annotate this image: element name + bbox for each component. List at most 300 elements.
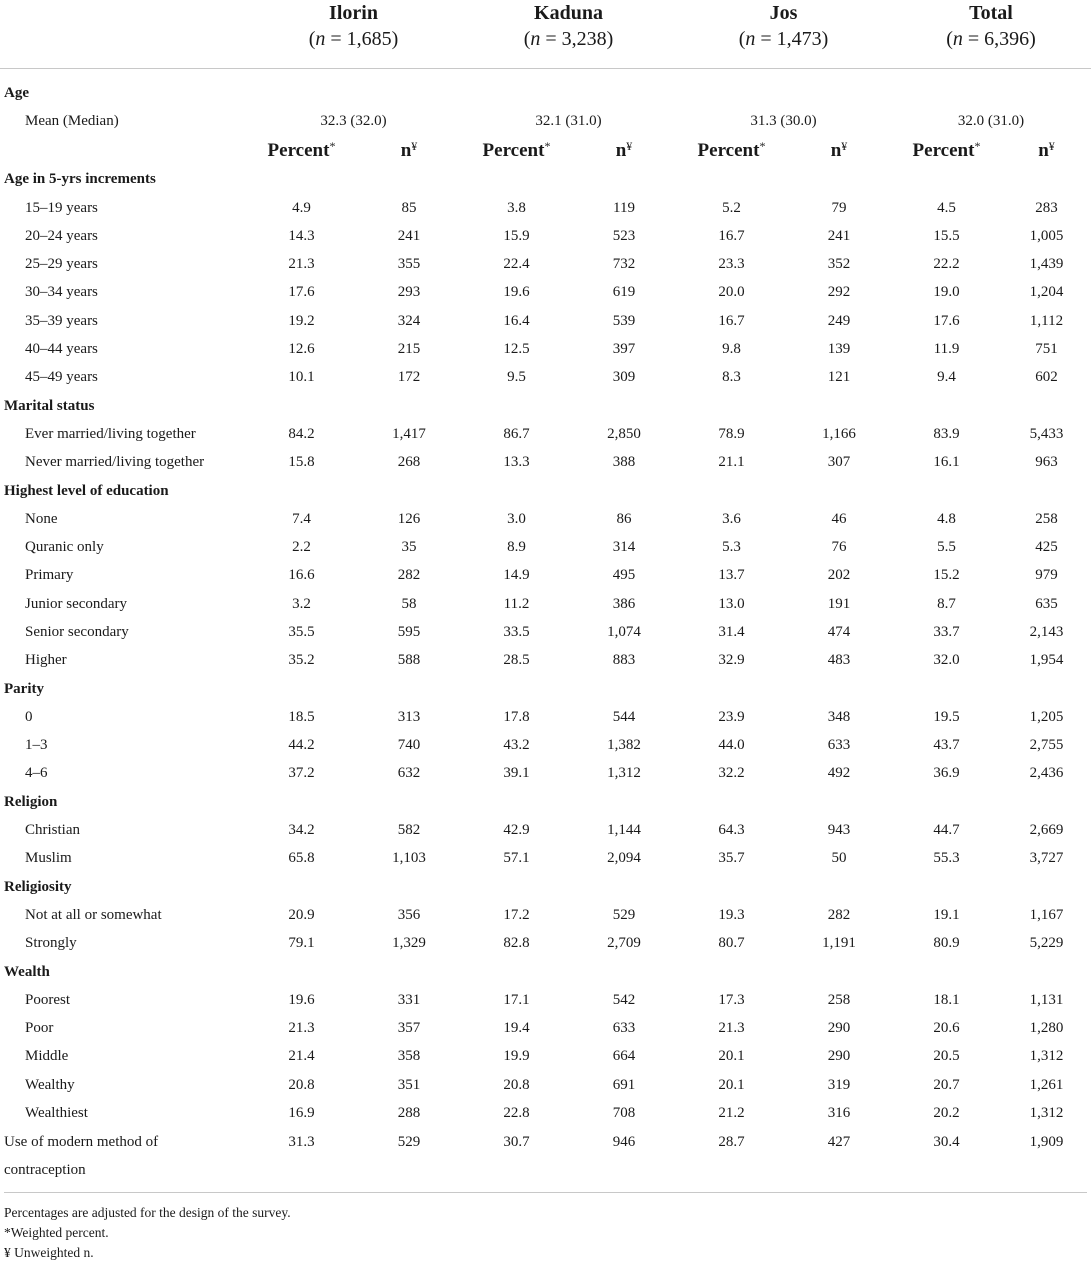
percent-cell: 30.7 bbox=[503, 1133, 530, 1150]
row-label: Mean (Median) bbox=[25, 112, 119, 129]
percent-cell: 18.1 bbox=[933, 991, 960, 1008]
n-cell: 1,954 bbox=[1029, 652, 1064, 669]
n-cell: 119 bbox=[613, 199, 635, 216]
percent-cell: 19.6 bbox=[288, 991, 315, 1008]
table-row bbox=[0, 816, 1091, 844]
row-label: None bbox=[25, 510, 58, 527]
n-cell: 427 bbox=[827, 1133, 851, 1150]
percent-cell: 39.1 bbox=[503, 765, 530, 782]
n-cell: 348 bbox=[827, 708, 851, 725]
n-cell: 664 bbox=[612, 1048, 636, 1065]
n-cell: 288 bbox=[397, 1105, 421, 1122]
n-cell: 1,329 bbox=[392, 935, 426, 952]
percent-cell: 44.7 bbox=[933, 822, 960, 839]
n-cell: 35 bbox=[401, 539, 417, 556]
percent-cell: 18.5 bbox=[288, 708, 315, 725]
percent-cell: 78.9 bbox=[718, 425, 745, 442]
n-cell: 1,191 bbox=[822, 935, 856, 952]
section-row-age bbox=[0, 79, 1091, 107]
section-row bbox=[0, 873, 1091, 901]
percent-cell: 14.3 bbox=[288, 227, 315, 244]
percent-cell: 4.9 bbox=[292, 199, 311, 216]
percent-cell: 57.1 bbox=[503, 850, 530, 867]
section-title: Religiosity bbox=[4, 878, 72, 895]
row-label: Christian bbox=[25, 822, 80, 839]
section-row bbox=[0, 958, 1091, 986]
row-label: 20–24 years bbox=[25, 227, 98, 244]
n-cell: 474 bbox=[827, 623, 851, 640]
percent-cell: 21.1 bbox=[718, 454, 745, 471]
percent-cell: 16.1 bbox=[933, 454, 960, 471]
section-title: Age bbox=[4, 84, 29, 101]
percent-cell: 19.2 bbox=[288, 312, 315, 329]
n-cell: 293 bbox=[397, 284, 421, 301]
n-cell: 619 bbox=[612, 284, 636, 301]
table-row bbox=[0, 1071, 1091, 1099]
row-label: Poorest bbox=[25, 991, 70, 1008]
section-title: Religion bbox=[4, 793, 58, 810]
mean-value: 31.3 (30.0) bbox=[750, 112, 817, 129]
column-header-ilorin bbox=[246, 0, 461, 69]
n-cell: 5,229 bbox=[1029, 935, 1064, 952]
percent-cell: 7.4 bbox=[292, 510, 311, 527]
row-label: Poor bbox=[25, 1020, 54, 1037]
percent-cell: 31.3 bbox=[288, 1133, 315, 1150]
percent-cell: 11.2 bbox=[503, 595, 530, 612]
percent-cell: 16.9 bbox=[288, 1105, 315, 1122]
percent-cell: 44.2 bbox=[288, 737, 315, 754]
percent-cell: 2.2 bbox=[292, 539, 311, 556]
percent-label: Percent bbox=[267, 140, 330, 162]
n-cell: 633 bbox=[827, 737, 851, 754]
n-cell: 313 bbox=[397, 708, 421, 725]
n-label: n bbox=[615, 140, 627, 162]
percent-cell: 21.3 bbox=[288, 1020, 315, 1037]
n-cell: 290 bbox=[827, 1048, 851, 1065]
percent-label: Percent bbox=[482, 140, 545, 162]
percent-cell: 21.4 bbox=[288, 1048, 315, 1065]
n-cell: 357 bbox=[397, 1020, 421, 1037]
percent-cell: 17.8 bbox=[503, 708, 530, 725]
percent-cell: 17.6 bbox=[933, 312, 960, 329]
percent-cell: 3.8 bbox=[507, 199, 526, 216]
column-header-kaduna bbox=[461, 0, 676, 69]
empty-header-cell bbox=[0, 0, 246, 69]
n-cell: 582 bbox=[397, 822, 421, 839]
percent-cell: 3.0 bbox=[507, 510, 526, 527]
table-row bbox=[0, 194, 1091, 222]
percent-cell: 19.4 bbox=[503, 1020, 530, 1037]
n-cell: 2,436 bbox=[1029, 765, 1064, 782]
n-cell: 602 bbox=[1035, 369, 1058, 386]
percent-cell: 10.1 bbox=[288, 369, 315, 386]
percent-cell: 21.2 bbox=[718, 1105, 745, 1122]
unweighted-mark: ¥ bbox=[1048, 139, 1055, 154]
row-label bbox=[0, 1128, 246, 1184]
percent-cell: 19.5 bbox=[933, 708, 960, 725]
percent-cell: 8.7 bbox=[937, 595, 956, 612]
n-subheader bbox=[787, 136, 891, 166]
n-cell: 79 bbox=[831, 199, 847, 216]
n-cell: 3,727 bbox=[1029, 850, 1064, 867]
n-cell: 542 bbox=[612, 991, 636, 1008]
n-cell: 732 bbox=[612, 256, 636, 273]
subheader-row bbox=[0, 136, 1091, 166]
n-cell: 483 bbox=[827, 652, 851, 669]
percent-cell: 12.6 bbox=[288, 341, 315, 358]
n-cell: 1,131 bbox=[1029, 991, 1064, 1008]
n-cell: 358 bbox=[397, 1048, 421, 1065]
row-label: 4–6 bbox=[25, 765, 48, 782]
row-label: 30–34 years bbox=[25, 284, 98, 301]
percent-cell: 15.5 bbox=[933, 227, 960, 244]
percent-cell: 15.2 bbox=[933, 567, 960, 584]
percent-cell: 13.3 bbox=[503, 454, 530, 471]
section-row bbox=[0, 675, 1091, 703]
n-cell: 331 bbox=[397, 991, 421, 1008]
n-cell: 86 bbox=[616, 510, 632, 527]
row-label-line: Use of modern method of bbox=[4, 1133, 159, 1150]
n-cell: 1,261 bbox=[1029, 1076, 1064, 1093]
table-row bbox=[0, 845, 1091, 873]
n-value: = 1,685) bbox=[325, 28, 399, 50]
n-cell: 883 bbox=[612, 652, 636, 669]
percent-cell: 3.2 bbox=[292, 595, 311, 612]
row-label: 35–39 years bbox=[25, 312, 98, 329]
empty-cell bbox=[0, 136, 246, 166]
weighted-mark: * bbox=[329, 139, 336, 154]
percent-cell: 28.5 bbox=[503, 652, 530, 669]
n-cell: 241 bbox=[827, 227, 851, 244]
percent-cell: 17.2 bbox=[503, 906, 530, 923]
table-row bbox=[0, 760, 1091, 788]
percent-cell: 44.0 bbox=[718, 737, 745, 754]
table-row bbox=[0, 307, 1091, 335]
n-cell: 1,103 bbox=[392, 850, 426, 867]
percent-cell: 17.6 bbox=[288, 284, 315, 301]
table-row bbox=[0, 703, 1091, 731]
table-row bbox=[0, 420, 1091, 448]
percent-cell: 33.5 bbox=[503, 623, 530, 640]
weighted-mark: * bbox=[759, 139, 766, 154]
n-cell: 268 bbox=[397, 454, 421, 471]
percent-cell: 43.7 bbox=[933, 737, 960, 754]
row-label: Senior secondary bbox=[25, 623, 129, 640]
n-cell: 316 bbox=[827, 1105, 851, 1122]
column-n: (n = 3,238) bbox=[523, 28, 614, 50]
n-cell: 1,312 bbox=[607, 765, 641, 782]
percent-cell: 5.2 bbox=[722, 199, 741, 216]
n-cell: 751 bbox=[1035, 341, 1058, 358]
percent-cell: 4.8 bbox=[937, 510, 956, 527]
n-cell: 46 bbox=[831, 510, 847, 527]
n-cell: 215 bbox=[397, 341, 421, 358]
percent-subheader bbox=[891, 136, 1002, 166]
percent-cell: 16.6 bbox=[288, 567, 315, 584]
row-label: 0 bbox=[25, 708, 33, 725]
percent-cell: 19.6 bbox=[503, 284, 530, 301]
percent-cell: 13.7 bbox=[718, 567, 745, 584]
n-cell: 397 bbox=[612, 341, 636, 358]
percent-cell: 55.3 bbox=[933, 850, 960, 867]
column-n: (n = 6,396) bbox=[946, 28, 1036, 50]
n-cell: 319 bbox=[827, 1076, 851, 1093]
weighted-mark: * bbox=[544, 139, 551, 154]
unweighted-mark: ¥ bbox=[411, 139, 418, 154]
percent-label: Percent bbox=[697, 140, 760, 162]
percent-cell: 23.9 bbox=[718, 708, 745, 725]
n-cell: 258 bbox=[827, 991, 851, 1008]
percent-cell: 30.4 bbox=[933, 1133, 960, 1150]
percent-cell: 86.7 bbox=[503, 425, 530, 442]
n-cell: 85 bbox=[401, 199, 417, 216]
row-label: 25–29 years bbox=[25, 256, 98, 273]
n-value: = 3,238) bbox=[540, 28, 614, 50]
table-row bbox=[0, 618, 1091, 646]
percent-cell: 20.8 bbox=[288, 1076, 315, 1093]
percent-cell: 35.2 bbox=[288, 652, 315, 669]
percent-cell: 42.9 bbox=[503, 822, 530, 839]
n-cell: 523 bbox=[612, 227, 636, 244]
n-cell: 946 bbox=[612, 1133, 636, 1150]
n-cell: 258 bbox=[1035, 510, 1058, 527]
percent-cell: 20.1 bbox=[718, 1076, 745, 1093]
n-cell: 1,166 bbox=[822, 425, 856, 442]
percent-cell: 9.4 bbox=[937, 369, 956, 386]
n-cell: 5,433 bbox=[1029, 425, 1064, 442]
n-cell: 633 bbox=[612, 1020, 636, 1037]
column-header-jos bbox=[676, 0, 891, 69]
n-cell: 635 bbox=[1035, 595, 1058, 612]
percent-cell: 22.4 bbox=[503, 256, 530, 273]
unweighted-mark: ¥ bbox=[841, 139, 848, 154]
percent-cell: 65.8 bbox=[288, 850, 315, 867]
n-cell: 352 bbox=[827, 256, 851, 273]
percent-cell: 8.3 bbox=[722, 369, 741, 386]
table-row bbox=[0, 1043, 1091, 1071]
section-row bbox=[0, 788, 1091, 816]
section-row bbox=[0, 166, 1091, 194]
n-cell: 529 bbox=[397, 1133, 421, 1150]
percent-cell: 17.3 bbox=[718, 991, 745, 1008]
n-subheader bbox=[572, 136, 676, 166]
row-label: Muslim bbox=[25, 850, 72, 867]
row-label: Primary bbox=[25, 567, 74, 584]
percent-cell: 36.9 bbox=[933, 765, 960, 782]
n-cell: 1,439 bbox=[1029, 256, 1064, 273]
table-row bbox=[0, 533, 1091, 561]
n-cell: 202 bbox=[827, 567, 851, 584]
n-cell: 979 bbox=[1035, 567, 1058, 584]
n-cell: 2,094 bbox=[607, 850, 641, 867]
n-cell: 386 bbox=[612, 595, 636, 612]
n-cell: 529 bbox=[612, 906, 636, 923]
section-title: Parity bbox=[4, 680, 44, 697]
n-cell: 50 bbox=[831, 850, 847, 867]
n-cell: 351 bbox=[397, 1076, 421, 1093]
n-cell: 1,312 bbox=[1029, 1105, 1064, 1122]
n-cell: 1,417 bbox=[392, 425, 426, 442]
percent-cell: 20.7 bbox=[933, 1076, 960, 1093]
percent-cell: 80.9 bbox=[933, 935, 960, 952]
percent-cell: 32.2 bbox=[718, 765, 745, 782]
table-row bbox=[0, 1099, 1091, 1127]
n-symbol: n bbox=[530, 28, 541, 50]
percent-cell: 28.7 bbox=[718, 1133, 745, 1150]
percent-cell: 21.3 bbox=[288, 256, 315, 273]
n-cell: 191 bbox=[827, 595, 851, 612]
n-cell: 1,280 bbox=[1029, 1020, 1064, 1037]
n-cell: 539 bbox=[612, 312, 636, 329]
percent-cell: 19.3 bbox=[718, 906, 745, 923]
percent-cell: 20.1 bbox=[718, 1048, 745, 1065]
percent-cell: 84.2 bbox=[288, 425, 315, 442]
column-name: Total bbox=[969, 2, 1013, 24]
percent-cell: 20.6 bbox=[933, 1020, 960, 1037]
percent-cell: 15.8 bbox=[288, 454, 315, 471]
n-cell: 241 bbox=[397, 227, 421, 244]
n-cell: 314 bbox=[612, 539, 636, 556]
n-cell: 943 bbox=[827, 822, 851, 839]
table-row bbox=[0, 986, 1091, 1014]
n-cell: 544 bbox=[612, 708, 636, 725]
percent-cell: 35.5 bbox=[288, 623, 315, 640]
row-label: Wealthy bbox=[25, 1076, 75, 1093]
percent-cell: 37.2 bbox=[288, 765, 315, 782]
percent-cell: 3.6 bbox=[722, 510, 741, 527]
n-cell: 2,669 bbox=[1029, 822, 1064, 839]
table-row bbox=[0, 222, 1091, 250]
column-header-total bbox=[891, 0, 1091, 69]
percent-cell: 64.3 bbox=[718, 822, 745, 839]
n-cell: 290 bbox=[827, 1020, 851, 1037]
percent-cell: 33.7 bbox=[933, 623, 960, 640]
n-symbol: n bbox=[952, 28, 963, 50]
percent-cell: 79.1 bbox=[288, 935, 315, 952]
n-cell: 282 bbox=[397, 567, 421, 584]
percent-cell: 32.9 bbox=[718, 652, 745, 669]
percent-cell: 17.1 bbox=[503, 991, 530, 1008]
row-label: Quranic only bbox=[25, 539, 104, 556]
n-cell: 388 bbox=[612, 454, 636, 471]
percent-cell: 32.0 bbox=[933, 652, 960, 669]
percent-subheader bbox=[676, 136, 787, 166]
table-row bbox=[0, 250, 1091, 278]
section-row bbox=[0, 392, 1091, 420]
percent-cell: 20.9 bbox=[288, 906, 315, 923]
section-title: Wealth bbox=[4, 963, 50, 980]
column-n: (n = 1,473) bbox=[738, 28, 829, 50]
n-cell: 963 bbox=[1035, 454, 1058, 471]
percent-cell: 16.4 bbox=[503, 312, 530, 329]
n-cell: 307 bbox=[827, 454, 851, 471]
n-cell: 2,755 bbox=[1029, 737, 1064, 754]
percent-cell: 9.8 bbox=[722, 341, 741, 358]
n-cell: 76 bbox=[831, 539, 847, 556]
footnote: *Weighted percent. bbox=[4, 1225, 109, 1240]
percent-label: Percent bbox=[912, 140, 975, 162]
percent-cell: 19.9 bbox=[503, 1048, 530, 1065]
table-row bbox=[0, 505, 1091, 533]
n-label: n bbox=[830, 140, 842, 162]
percent-cell: 20.8 bbox=[503, 1076, 530, 1093]
n-cell: 632 bbox=[397, 765, 421, 782]
n-label: n bbox=[1038, 140, 1049, 162]
n-cell: 691 bbox=[612, 1076, 636, 1093]
n-cell: 58 bbox=[401, 595, 417, 612]
n-cell: 1,382 bbox=[607, 737, 641, 754]
mean-value: 32.1 (31.0) bbox=[535, 112, 602, 129]
n-cell: 126 bbox=[397, 510, 421, 527]
n-cell: 249 bbox=[827, 312, 851, 329]
percent-cell: 23.3 bbox=[718, 256, 745, 273]
n-cell: 1,074 bbox=[607, 623, 641, 640]
n-cell: 324 bbox=[397, 312, 421, 329]
percent-cell: 19.1 bbox=[933, 906, 960, 923]
section-title: Age in 5-yrs increments bbox=[4, 171, 156, 188]
percent-cell: 13.0 bbox=[718, 595, 745, 612]
row-label: 15–19 years bbox=[25, 199, 98, 216]
percent-cell: 34.2 bbox=[288, 822, 315, 839]
unweighted-mark: ¥ bbox=[626, 139, 633, 154]
footnote: ¥ Unweighted n. bbox=[4, 1245, 94, 1260]
table-row bbox=[0, 279, 1091, 307]
column-name: Ilorin bbox=[329, 2, 378, 24]
n-cell: 425 bbox=[1035, 539, 1058, 556]
n-cell: 292 bbox=[827, 284, 851, 301]
row-label: Wealthiest bbox=[25, 1105, 88, 1122]
percent-cell: 11.9 bbox=[933, 341, 960, 358]
n-cell: 1,312 bbox=[1029, 1048, 1064, 1065]
n-cell: 1,144 bbox=[607, 822, 641, 839]
n-subheader bbox=[357, 136, 461, 166]
percent-cell: 83.9 bbox=[933, 425, 960, 442]
table-row bbox=[0, 901, 1091, 929]
percent-cell: 22.2 bbox=[933, 256, 960, 273]
n-cell: 708 bbox=[612, 1105, 636, 1122]
n-cell: 139 bbox=[827, 341, 851, 358]
percent-cell: 14.9 bbox=[503, 567, 530, 584]
table-row bbox=[0, 562, 1091, 590]
table-row bbox=[0, 647, 1091, 675]
n-cell: 1,167 bbox=[1029, 906, 1064, 923]
column-name: Kaduna bbox=[534, 2, 603, 24]
n-value: = 1,473) bbox=[755, 28, 829, 50]
n-cell: 172 bbox=[397, 369, 421, 386]
n-symbol: n bbox=[315, 28, 326, 50]
n-cell: 1,909 bbox=[1029, 1133, 1064, 1150]
n-label: n bbox=[400, 140, 412, 162]
percent-cell: 20.0 bbox=[718, 284, 745, 301]
table-row bbox=[0, 590, 1091, 618]
percent-cell: 80.7 bbox=[718, 935, 745, 952]
table-header-row bbox=[0, 0, 1091, 69]
row-label-line: contraception bbox=[4, 1161, 86, 1178]
percent-cell: 5.5 bbox=[937, 539, 956, 556]
n-cell: 588 bbox=[397, 652, 421, 669]
n-cell: 283 bbox=[1035, 199, 1058, 216]
percent-cell: 35.7 bbox=[718, 850, 745, 867]
row-label: Not at all or somewhat bbox=[25, 906, 162, 923]
n-cell: 282 bbox=[827, 906, 851, 923]
column-n: (n = 1,685) bbox=[308, 28, 399, 50]
n-cell: 1,205 bbox=[1029, 708, 1064, 725]
n-cell: 2,143 bbox=[1029, 623, 1064, 640]
n-cell: 2,709 bbox=[607, 935, 641, 952]
row-label: 40–44 years bbox=[25, 341, 98, 358]
percent-cell: 82.8 bbox=[503, 935, 530, 952]
percent-cell: 9.5 bbox=[507, 369, 526, 386]
